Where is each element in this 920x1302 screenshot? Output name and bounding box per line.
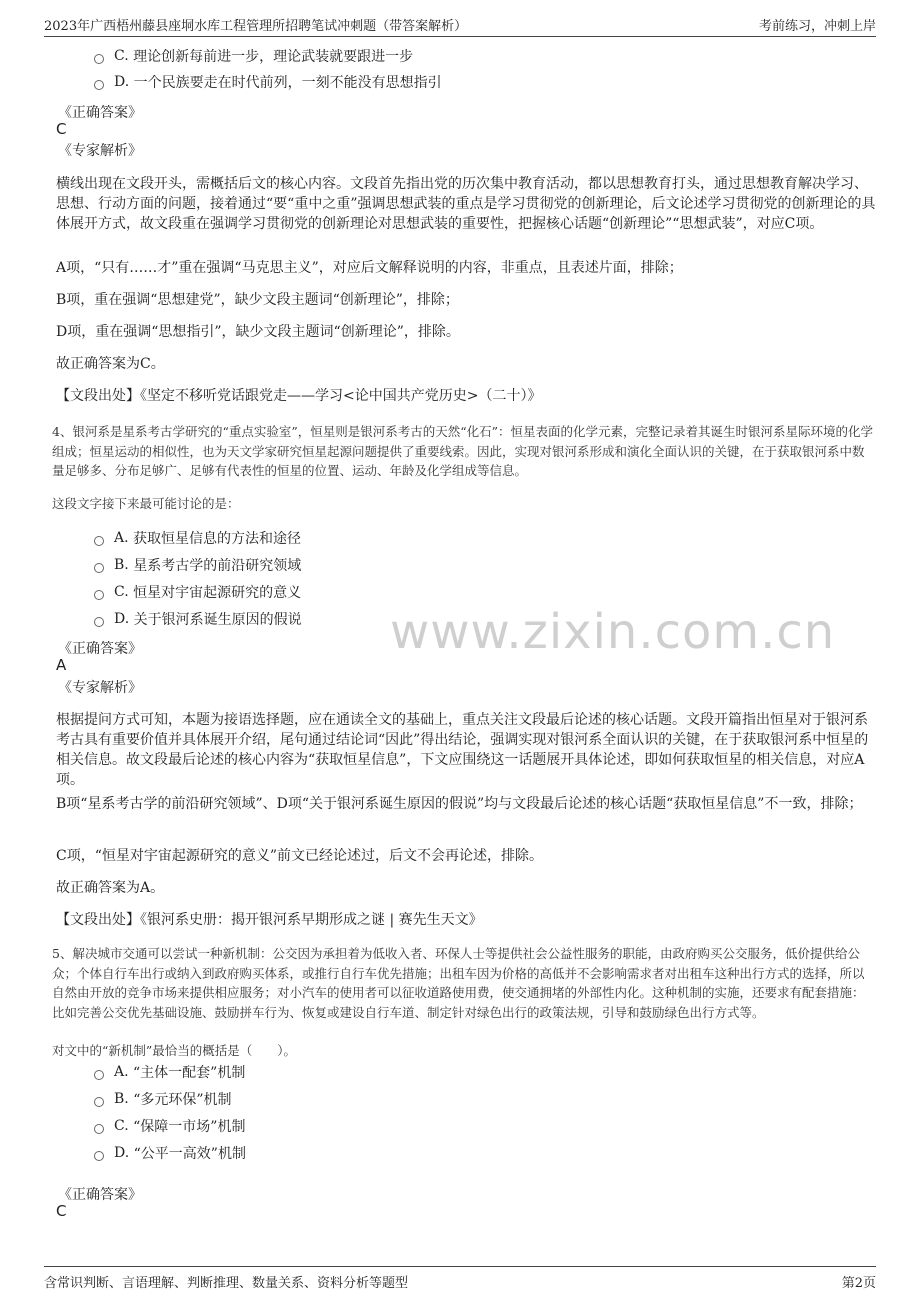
option-c[interactable]: C. 恒星对宇宙起源研究的意义 bbox=[94, 582, 301, 602]
page-number: 第2页 bbox=[841, 1276, 876, 1291]
header-slogan: 考前练习，冲刺上岸 bbox=[758, 19, 876, 34]
radio-icon[interactable] bbox=[94, 1151, 104, 1161]
option-a[interactable]: A. “主体一配套”机制 bbox=[94, 1062, 245, 1082]
question-stem: 4、银河系是星系考古学研究的“重点实验室”，恒星则是银河系考古的天然“化石”：恒星表面的化学元素，完整记录着其诞生时银河系星际环境的化学组成；恒星运动的相似性，也为天文学家研究恒星起源问题提供了重要线索。因此，实现对银河系形成和演化全面认识的关键，在于获取银河系中数量足够多、分布足够广、足够有代表性的恒星的位置、运动、年龄及化学组成等信息。 bbox=[52, 424, 874, 478]
answer-label: 《正确答案》 bbox=[58, 105, 142, 121]
radio-icon[interactable] bbox=[94, 1070, 104, 1080]
analysis-paragraph: 根据提问方式可知，本题为接语选择题，应在通读全文的基础上，重点关注文段最后论述的核心话题。文段开篇指出恒星对于银河系考古具有重要价值并具体展开介绍，尾句通过结论词“因此”得出结论，强调实现对银河系全面认识的关键，在于获取银河系中恒星的相关信息。故文段最后论述的核心内容为“获取恒星信息”，下文应围绕这一话题展开具体论述，即如何获取恒星的相关信息，对应A项。 bbox=[56, 712, 869, 788]
answer-value: A bbox=[56, 656, 67, 674]
answer-label: 《正确答案》 bbox=[58, 1187, 142, 1203]
option-b[interactable]: B. 星系考古学的前沿研究领域 bbox=[94, 555, 301, 575]
analysis-paragraph: C项，“恒星对宇宙起源研究的意义”前文已经论述过，后文不会再论述，排除。 bbox=[56, 848, 544, 864]
watermark: www.zixin.com.cn bbox=[390, 604, 836, 660]
analysis-conclusion: 故正确答案为C。 bbox=[56, 356, 165, 372]
analysis-paragraph: B项“星系考古学的前沿研究领域”、D项“关于银河系诞生原因的假说”均与文段最后论述的核心话题“获取恒星信息”不一致，排除； bbox=[56, 796, 863, 812]
radio-icon[interactable] bbox=[94, 80, 104, 90]
source-citation: 【文段出处】《银河系史册：揭开银河系早期形成之谜 | 赛先生天文》 bbox=[56, 912, 483, 928]
radio-icon[interactable] bbox=[94, 536, 104, 546]
document-title: 2023年广西梧州藤县座垌水库工程管理所招聘笔试冲刺题（带答案解析） bbox=[44, 19, 468, 34]
option-d[interactable]: D. “公平一高效”机制 bbox=[94, 1143, 246, 1163]
option-a[interactable]: A. 获取恒星信息的方法和途径 bbox=[94, 528, 301, 548]
answer-value: C bbox=[56, 120, 67, 138]
source-citation: 【文段出处】《坚定不移听党话跟党走——学习<论中国共产党历史>（二十）》 bbox=[56, 388, 542, 404]
question-stem: 5、解决城市交通可以尝试一种新机制：公交因为承担着为低收入者、环保人士等提供社会公益性服务的职能，由政府购买公交服务，低价提供给公众；个体自行车出行或纳入到政府购买体系，或推行自行车优先措施；出租车因为价格的高低并不会影响需求者对出租车这种出行方式的选择，所以自然由开放的竞争市场来提供相应服务；对小汽车的使用者可以征收道路使用费，使交通拥堵的外部性内化。这种机制的实施，还要求有配套措施：比如完善公交优先基础设施、鼓励拼车行为、恢复或建设自行车道、制定针对绿色出行的政策法规，引导和鼓励绿色出行方式等。 bbox=[52, 946, 865, 1020]
option-c[interactable]: C. “保障一市场”机制 bbox=[94, 1116, 245, 1136]
option-b[interactable]: B. “多元环保”机制 bbox=[94, 1089, 232, 1109]
analysis-paragraph: A项，“只有……才”重在强调“马克思主义”，对应后文解释说明的内容，非重点，且表述片面，排除； bbox=[56, 260, 683, 276]
radio-icon[interactable] bbox=[94, 54, 104, 64]
footer-note: 含常识判断、言语理解、判断推理、数量关系、资料分析等题型 bbox=[44, 1276, 409, 1291]
answer-value: C bbox=[56, 1202, 67, 1220]
page-header bbox=[44, 12, 876, 37]
option-d[interactable]: D. 关于银河系诞生原因的假说 bbox=[94, 609, 302, 629]
question-prompt: 这段文字接下来最可能讨论的是： bbox=[52, 496, 240, 511]
analysis-conclusion: 故正确答案为A。 bbox=[56, 880, 165, 896]
option-c[interactable]: C. 理论创新每前进一步，理论武装就要跟进一步 bbox=[94, 46, 413, 66]
radio-icon[interactable] bbox=[94, 1097, 104, 1107]
radio-icon[interactable] bbox=[94, 1124, 104, 1134]
page-footer bbox=[44, 1266, 876, 1291]
analysis-label: 《专家解析》 bbox=[58, 143, 142, 159]
analysis-paragraph: 横线出现在文段开头，需概括后文的核心内容。文段首先指出党的历次集中教育活动，都以思想教育打头，通过思想教育解决学习、思想、行动方面的问题，接着通过“要“重中之重”强调思想武装的重点是学习贯彻党的创新理论，后文论述学习贯彻党的创新理论的具体展开方式，故文段重在强调学习贯彻党的创新理论对思想武装的重要性，把握核心话题“创新理论”“思想武装”，对应C项。 bbox=[56, 176, 876, 232]
question-prompt: 对文中的“新机制”最恰当的概括是（ ）。 bbox=[52, 1043, 297, 1058]
option-d[interactable]: D. 一个民族要走在时代前列，一刻不能没有思想指引 bbox=[94, 72, 442, 92]
analysis-label: 《专家解析》 bbox=[58, 680, 142, 696]
radio-icon[interactable] bbox=[94, 563, 104, 573]
analysis-paragraph: B项，重在强调“思想建党”，缺少文段主题词“创新理论”，排除； bbox=[56, 292, 459, 308]
answer-label: 《正确答案》 bbox=[58, 641, 142, 657]
radio-icon[interactable] bbox=[94, 590, 104, 600]
analysis-paragraph: D项，重在强调“思想指引”，缺少文段主题词“创新理论”，排除。 bbox=[56, 324, 460, 340]
radio-icon[interactable] bbox=[94, 617, 104, 627]
